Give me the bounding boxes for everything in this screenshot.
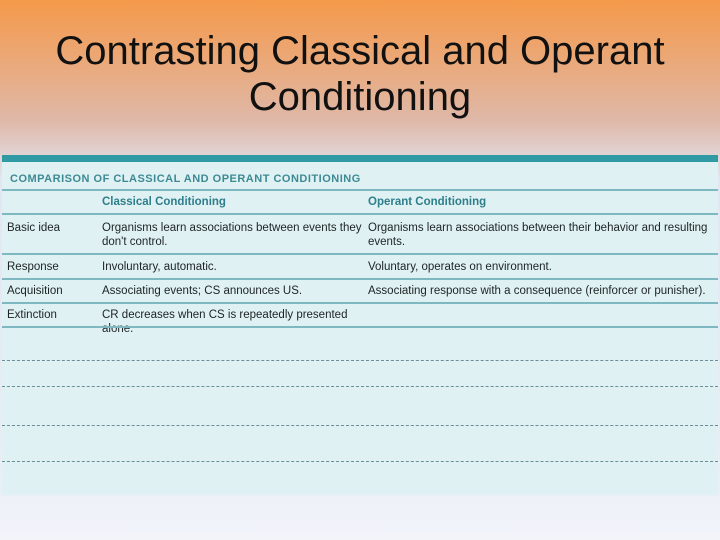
divider	[2, 278, 718, 280]
slide-bottom-band	[0, 496, 720, 540]
divider	[2, 386, 718, 387]
cell-response-classical: Involuntary, automatic.	[102, 261, 217, 273]
table-heading: COMPARISON OF CLASSICAL AND OPERANT CONDITIONING	[10, 173, 361, 185]
divider	[2, 461, 718, 462]
divider	[2, 360, 718, 361]
slide-title	[0, 28, 720, 120]
divider	[2, 302, 718, 304]
column-header-operant: Operant Conditioning	[368, 196, 487, 208]
cell-response-operant: Voluntary, operates on environment.	[368, 261, 552, 273]
row-label-extinction: Extinction	[7, 309, 57, 321]
cell-extinction-classical: CR decreases when CS is repeatedly presented alone.	[102, 309, 348, 335]
divider	[2, 253, 718, 255]
slide-title-line-2: Conditioning	[248, 75, 472, 119]
column-header-classical: Classical Conditioning	[102, 196, 226, 208]
comparison-table	[2, 155, 718, 495]
divider	[2, 326, 718, 328]
slide-title-line-1: Contrasting Classical and Operant	[55, 29, 665, 73]
divider	[2, 425, 718, 426]
cell-acquisition-operant: Associating response with a consequence (reinforcer or punisher).	[368, 285, 706, 297]
cell-basic-idea-operant: Organisms learn associations between their behavior and resulting events.	[368, 222, 708, 248]
row-label-response: Response	[7, 261, 59, 273]
divider	[2, 213, 718, 215]
cell-acquisition-classical: Associating events; CS announces US.	[102, 285, 303, 297]
divider	[2, 189, 718, 191]
row-label-acquisition: Acquisition	[7, 285, 63, 297]
cell-basic-idea-classical: Organisms learn associations between events they don't control.	[102, 222, 362, 248]
table-top-rule	[2, 155, 718, 162]
row-label-basic-idea: Basic idea	[7, 222, 61, 234]
